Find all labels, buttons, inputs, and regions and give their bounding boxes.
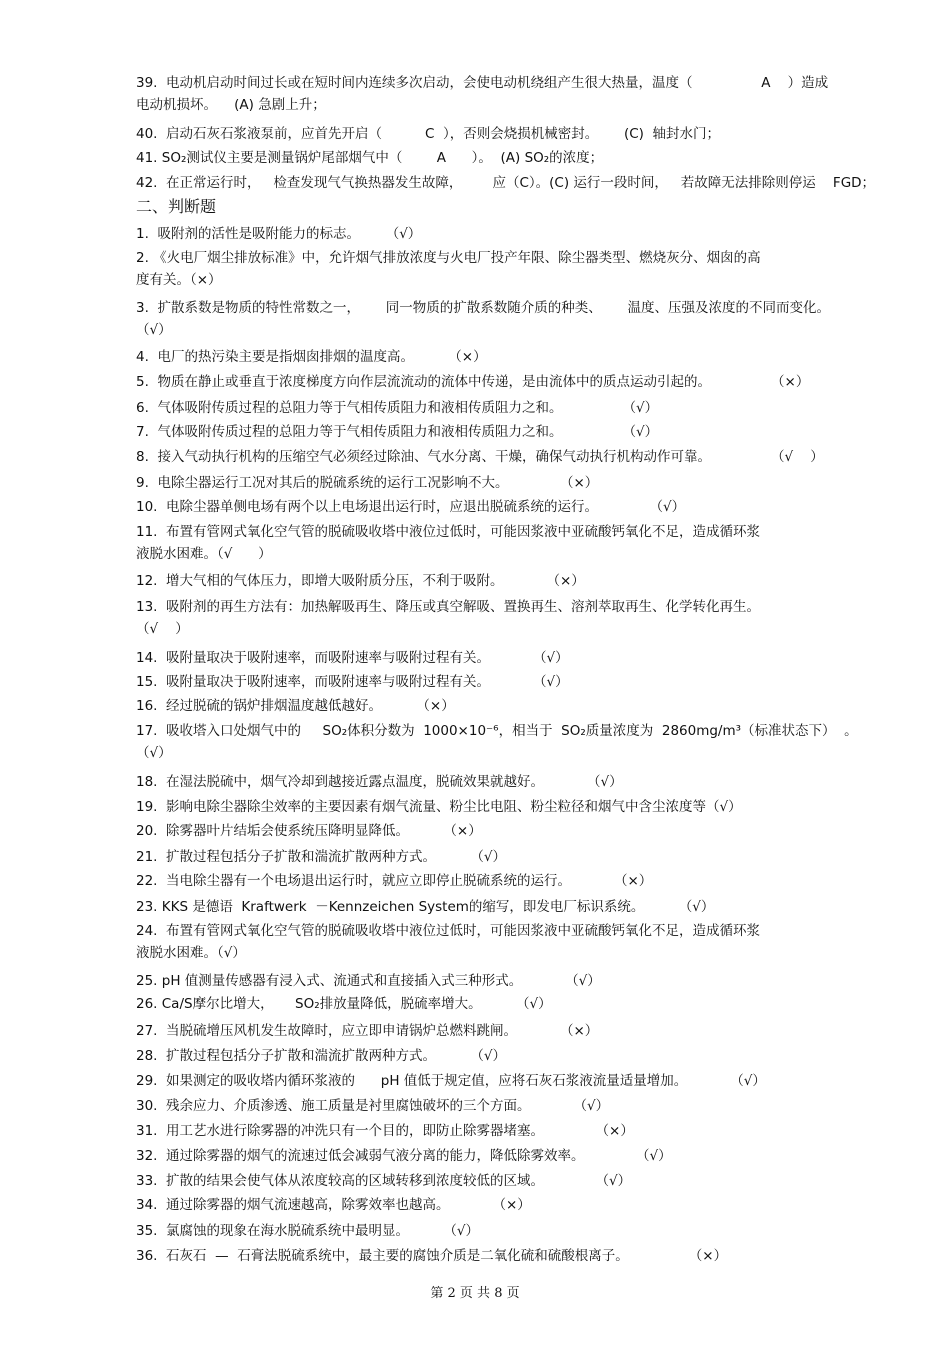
judge-item: 31. 用工艺水进行除雾器的冲洗只有一个目的，即防止除雾器堵塞。 （×） [136, 1123, 634, 1139]
judge-item: 12. 增大气相的气体压力，即增大吸附质分压，不利于吸附。 （×） [136, 573, 585, 589]
judge-item: 16. 经过脱硫的锅炉排烟温度越低越好。 （×） [136, 698, 455, 714]
judge-item: 32. 通过除雾器的烟气的流速过低会减弱气液分离的能力，降低除雾效率。 （√） [136, 1148, 672, 1164]
judge-item: 23. KKS 是德语 Kraftwerk －Kennzeichen System的缩写，即发电厂标识系统。 （√） [136, 899, 715, 915]
question-40: 40. 启动石灰石浆液泵前，应首先开启（ C ），否则会烧损机械密封。 (C) 轴封水门； [136, 126, 721, 142]
judge-item: 7. 气体吸附传质过程的总阻力等于气相传质阻力和液相传质阻力之和。 （√） [136, 424, 659, 440]
judge-item: 36. 石灰石 — 石膏法脱硫系统中，最主要的腐蚀介质是二氧化硫和硫酸根离子。 （×） [136, 1248, 728, 1264]
judge-item: 18. 在湿法脱硫中，烟气冷却到越接近露点温度，脱硫效果就越好。 （√） [136, 774, 623, 790]
judge-item: 30. 残余应力、介质渗透、施工质量是衬里腐蚀破坏的三个方面。 （√） [136, 1098, 610, 1114]
judge-item: 11. 布置有管网式氧化空气管的脱硫吸收塔中液位过低时，可能因浆液中亚硫酸钙氧化不足，造成循环浆 液脱水困难。（√ ） [136, 524, 761, 562]
judge-item: 13. 吸附剂的再生方法有：加热解吸再生、降压或真空解吸、置换再生、溶剂萃取再生、化学转化再生。 （√ ） [136, 599, 761, 637]
page-footer: 第 2 页 共 8 页 [430, 1286, 520, 1301]
judge-item: 9. 电除尘器运行工况对其后的脱硫系统的运行工况影响不大。 （×） [136, 475, 599, 491]
judge-item: 14. 吸附量取决于吸附速率，而吸附速率与吸附过程有关。 （√） [136, 650, 569, 666]
judge-item: 15. 吸附量取决于吸附速率，而吸附速率与吸附过程有关。 （√） [136, 674, 569, 690]
question-42: 42. 在正常运行时， 检查发现气气换热器发生故障， 应（C）。(C) 运行一段时间， 若故障无法排除则停运 FGD； [136, 175, 876, 191]
judge-item: 4. 电厂的热污染主要是指烟囱排烟的温度高。 （×） [136, 349, 487, 365]
judge-item: 1. 吸附剂的活性是吸附能力的标志。 （√） [136, 226, 422, 242]
judge-item: 21. 扩散过程包括分子扩散和湍流扩散两种方式。 （√） [136, 849, 506, 865]
judge-item: 3. 扩散系数是物质的特性常数之一， 同一物质的扩散系数随介质的种类、 温度、压强及浓度的不同而变化。 （√） [136, 300, 830, 338]
judge-item: 28. 扩散过程包括分子扩散和湍流扩散两种方式。 （√） [136, 1048, 506, 1064]
judge-item: 2. 《火电厂烟尘排放标准》中，允许烟气排放浓度与火电厂投产年限、除尘器类型、燃烧灰分、烟囱的高 度有关。（×） [136, 250, 761, 288]
judge-item: 25. pH 值测量传感器有浸入式、流通式和直接插入式三种形式。 （√） [136, 973, 601, 989]
judge-item: 29. 如果测定的吸收塔内循环浆液的 pH 值低于规定值，应将石灰石浆液流量适量增加。 （√） [136, 1073, 766, 1089]
judge-item: 8. 接入气动执行机构的压缩空气必须经过除油、气水分离、干燥，确保气动执行机构动作可靠。 （√ ） [136, 449, 824, 465]
judge-item: 24. 布置有管网式氧化空气管的脱硫吸收塔中液位过低时，可能因浆液中亚硫酸钙氧化不足，造成循环浆 液脱水困难。（√） [136, 923, 761, 961]
judge-item: 27. 当脱硫增压风机发生故障时，应立即申请锅炉总燃料跳闸。 （×） [136, 1023, 599, 1039]
judge-item: 19. 影响电除尘器除尘效率的主要因素有烟气流量、粉尘比电阻、粉尘粒径和烟气中含尘浓度等（√） [136, 799, 742, 815]
judge-item: 35. 氯腐蚀的现象在海水脱硫系统中最明显。 （√） [136, 1223, 479, 1239]
question-41: 41. SO₂测试仪主要是测量锅炉尾部烟气中（ A ）。 (A) SO₂的浓度； [136, 150, 604, 166]
judge-item: 5. 物质在静止或垂直于浓度梯度方向作层流流动的流体中传递，是由流体中的质点运动引起的。 （×） [136, 374, 810, 390]
judge-item: 20. 除雾器叶片结垢会使系统压降明显降低。 （×） [136, 823, 482, 839]
judge-item: 26. Ca/S摩尔比增大， SO₂排放量降低，脱硫率增大。 （√） [136, 996, 552, 1012]
judge-item: 17. 吸收塔入口处烟气中的 SO₂体积分数为 1000×10⁻⁶，相当于 SO₂质量浓度为 2860mg/m³（标准状态下） 。 （√） [136, 723, 858, 761]
question-39: 39. 电动机启动时间过长或在短时间内连续多次启动，会使电动机绕组产生很大热量，温度（ A ）造成 电动机损坏。 (A) 急剧上升； [136, 75, 829, 113]
judge-item: 33. 扩散的结果会使气体从浓度较高的区域转移到浓度较低的区域。 （√） [136, 1173, 632, 1189]
judge-item: 10. 电除尘器单侧电场有两个以上电场退出运行时，应退出脱硫系统的运行。 （√） [136, 499, 686, 515]
judge-item: 22. 当电除尘器有一个电场退出运行时，就应立即停止脱硫系统的运行。 （×） [136, 873, 653, 889]
judge-item: 6. 气体吸附传质过程的总阻力等于气相传质阻力和液相传质阻力之和。 （√） [136, 400, 659, 416]
section-title: 二、判断题 [136, 197, 217, 216]
judge-item: 34. 通过除雾器的烟气流速越高，除雾效率也越高。 （×） [136, 1197, 531, 1213]
